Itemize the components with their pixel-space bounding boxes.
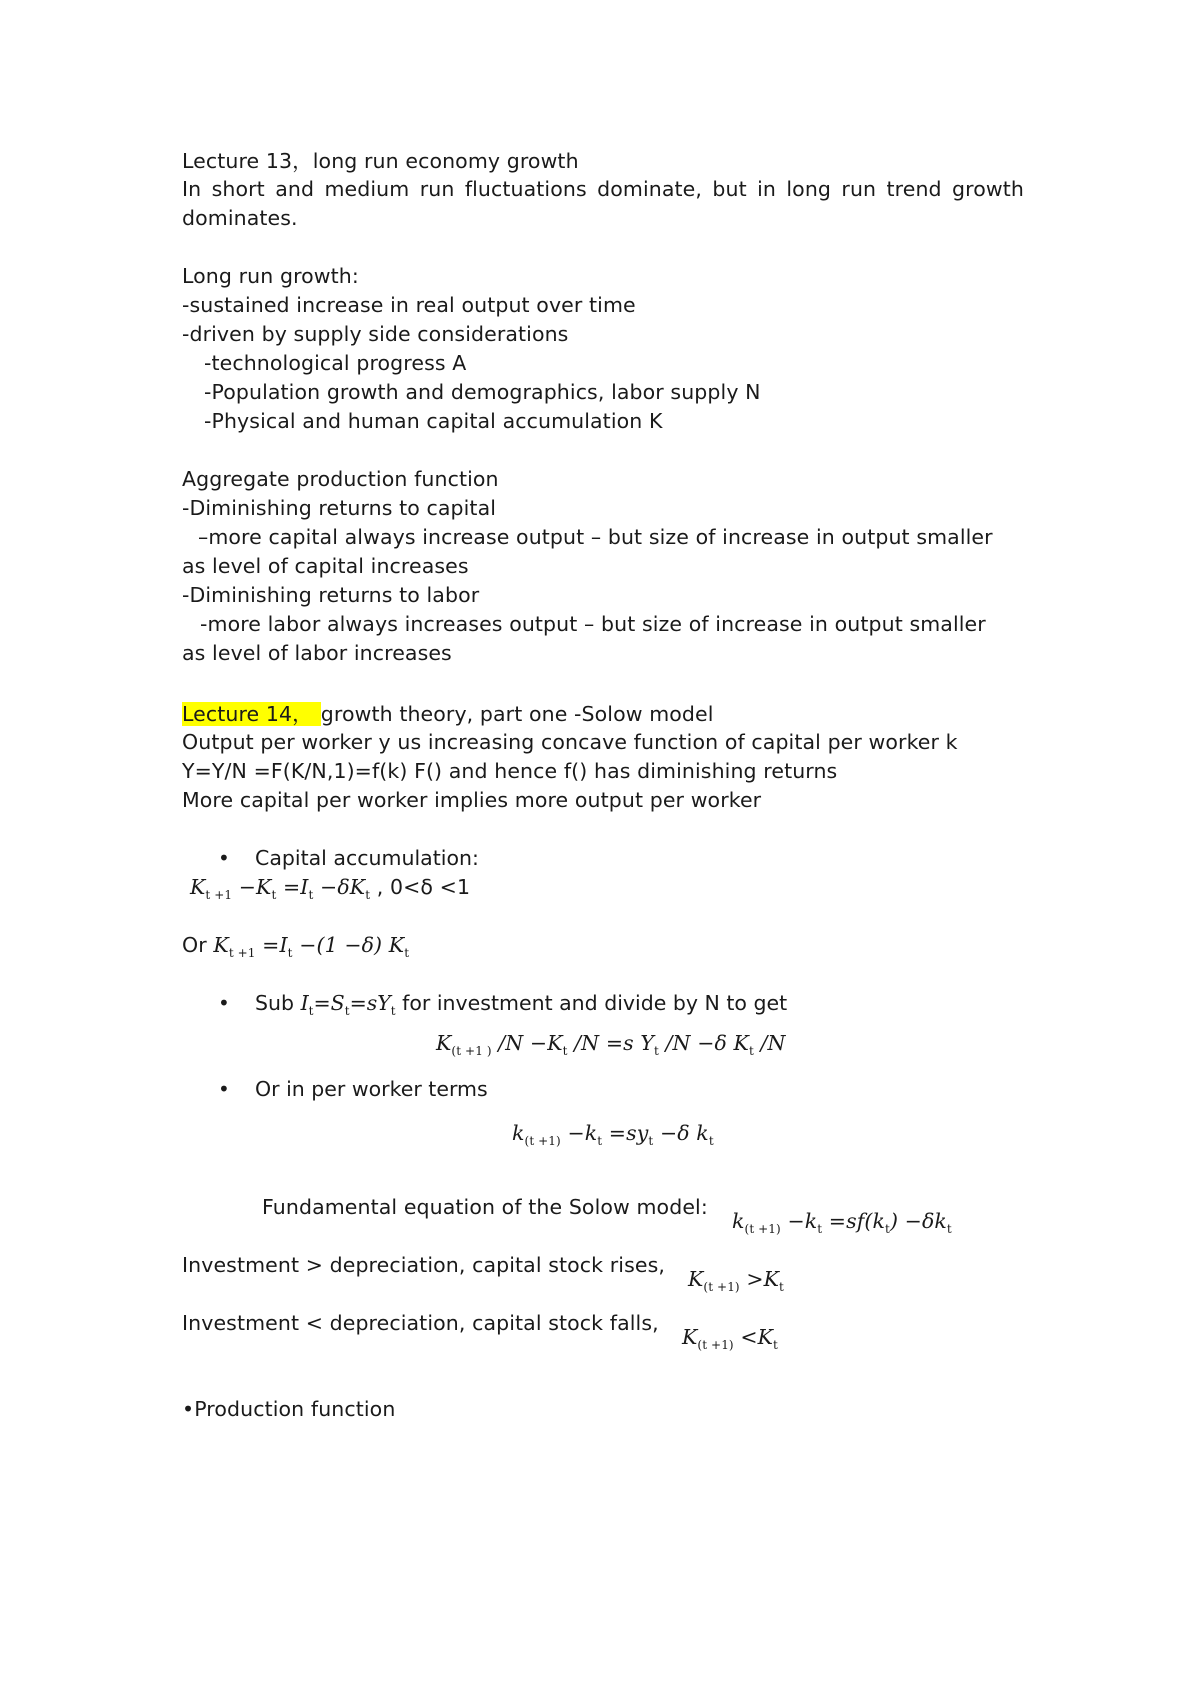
- equation-math: $K_{t +1} =I_t -(1 -\delta)$ $K_t$: [213, 933, 410, 960]
- sub-label: Sub: [255, 991, 295, 1015]
- equation-condition: , 0<δ <1: [370, 875, 471, 899]
- investment-less-line: Investment < depreciation, capital stock falls,: [182, 1311, 659, 1335]
- growth-item: -driven by supply side considerations: [182, 322, 569, 346]
- fundamental-equation: [732, 1207, 952, 1243]
- diminishing-capital: -Diminishing returns to capital: [182, 496, 497, 520]
- or-label: Or: [182, 933, 207, 957]
- output-per-worker-line: Output per worker y us increasing concave function of capital per worker k: [182, 730, 958, 754]
- growth-subitem: -technological progress A: [204, 351, 467, 375]
- intro-line-2: dominates.: [182, 206, 298, 230]
- diminishing-labor: -Diminishing returns to labor: [182, 583, 480, 607]
- growth-heading: Long run growth:: [182, 264, 359, 288]
- lecture-14-title-rest: growth theory, part one -Solow model: [320, 702, 714, 726]
- growth-item: -sustained increase in real output over time: [182, 293, 636, 317]
- fundamental-equation-label: Fundamental equation of the Solow model:: [262, 1195, 708, 1219]
- capital-accumulation-equation: [190, 873, 470, 909]
- substitution-line: [255, 989, 787, 1025]
- investment-greater-line: Investment > depreciation, capital stock rises,: [182, 1253, 665, 1277]
- per-worker-label: Or in per worker terms: [255, 1077, 488, 1101]
- sub-rest: for investment and divide by N to get: [395, 991, 788, 1015]
- equation-math: $K_{(t +1)} <K_t$: [682, 1325, 778, 1352]
- falls-inequality: [682, 1323, 778, 1359]
- lecture-13-title: Lecture 13，long run economy growth: [182, 149, 579, 173]
- bullet-icon: •: [218, 1077, 230, 1101]
- equation-math: $K_{(t +1 )}$ $/N -K_t$ /N =s $Y_t$ /N −δ $K_t$ /N: [436, 1031, 786, 1058]
- alternate-equation: [182, 931, 409, 967]
- apf-heading: Aggregate production function: [182, 467, 499, 491]
- diminishing-capital-detail-cont: as level of capital increases: [182, 554, 469, 578]
- lecture-14-title: [182, 700, 714, 728]
- bullet-icon: •: [218, 991, 230, 1015]
- equation-math: $k_{(t +1)} -k_t =sy_t -\delta$ $k_t$: [512, 1121, 714, 1148]
- diminishing-labor-detail: -more labor always increases output – but size of increase in output smaller: [200, 612, 986, 636]
- growth-subitem: -Physical and human capital accumulation K: [204, 409, 663, 433]
- growth-subitem: -Population growth and demographics, labor supply N: [204, 380, 761, 404]
- bullet-icon: •: [218, 846, 230, 870]
- equation-math: $I_t=S_t=sY_t$: [300, 991, 396, 1018]
- lecture-14-highlight: Lecture 14，: [182, 702, 321, 726]
- diminishing-capital-detail: –more capital always increase output – but size of increase in output smaller: [198, 525, 993, 549]
- rises-inequality: [688, 1265, 784, 1301]
- more-capital-line: More capital per worker implies more output per worker: [182, 788, 762, 812]
- divided-equation: [436, 1029, 786, 1065]
- production-equation-line: Y=Y/N =F(K/N,1)=f(k) F() and hence f() has diminishing returns: [182, 759, 838, 783]
- equation-math: $K_{t +1} -K_t =I_t -\delta K_t$: [190, 875, 371, 902]
- equation-math: $k_{(t +1)} -k_t =sf(k_t) -\delta k_t$: [732, 1209, 952, 1236]
- intro-line-1: In short and medium run fluctuations dominate, but in long run trend growth: [182, 177, 1024, 201]
- per-worker-equation: [512, 1119, 714, 1155]
- diminishing-labor-detail-cont: as level of labor increases: [182, 641, 452, 665]
- equation-math: $K_{(t +1)} >K_t$: [688, 1267, 784, 1294]
- production-function-line: •Production function: [182, 1397, 396, 1421]
- capital-accumulation-label: Capital accumulation:: [255, 846, 479, 870]
